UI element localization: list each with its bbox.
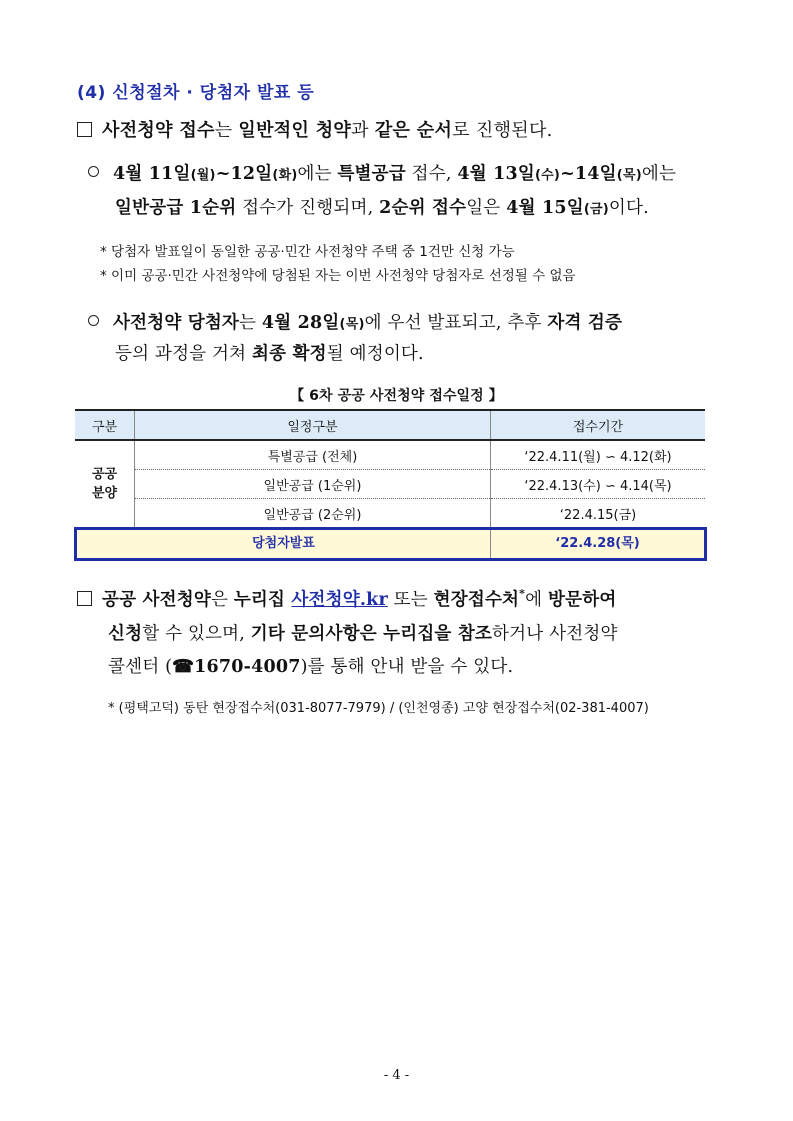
text: 과 [351,120,375,141]
paragraph-procedure [77,116,553,142]
cell-winner-label: 당첨자발표 [77,530,491,558]
text: 접수가 진행되며, [236,198,380,218]
text: 할 수 있으며, [142,624,251,644]
winner-announcement-row [74,527,707,561]
website-link[interactable]: 사전청약.kr [291,590,388,610]
text-bold: (월) [190,168,216,183]
text-bold: 누리집 [233,590,292,610]
bullet-schedule-line-2 [115,194,649,219]
bullet-winners-line-1 [88,309,622,334]
paragraph-apply-line-1 [77,586,616,611]
header-category: 구분 [75,410,135,440]
section-heading: (4) 신청절차 · 당첨자 발표 등 [77,83,315,103]
table-row [75,440,705,470]
text: 에는 [297,164,338,184]
text: 는 [239,313,262,333]
footnote-1: * 당첨자 발표일이 동일한 공공·민간 사전청약 주택 중 1건만 신청 가능 [100,244,515,260]
text-bold: 기타 문의사항은 누리집을 참조 [250,624,493,644]
text: 은 [210,590,234,610]
bullet-schedule-line-1 [88,160,676,185]
text-bold: ~12일 [215,164,273,184]
text-bold: 자격 검증 [547,313,623,333]
phone-number: ☎1670-4007 [172,657,301,677]
schedule-table [75,409,705,528]
text-bold: 일반적인 청약 [238,120,352,141]
table-header-row [75,410,705,440]
checkbox-square-icon [77,122,92,137]
text: 에 우선 발표되고, 추후 [364,313,548,333]
cell-winner-period: ‘22.4.28(목) [555,536,640,551]
bullet-circle-icon [88,315,99,326]
footnote-contact: * (평택고덕) 동탄 현장접수처(031-8077-7979) / (인천영종) 고양 현장접수처(02-381-4007) [108,701,649,716]
text-bold: (목) [616,168,642,183]
text: 등의 과정을 거쳐 [115,344,253,364]
header-period: 접수기간 [491,410,706,440]
text-bold: 4월 15일 [506,198,584,218]
text: 는 [214,120,239,141]
text-bold: 현장접수처 [433,590,520,610]
text: 로 진행된다. [452,120,553,141]
cell-period: ‘22.4.13(수) ∽ 4.14(목) [491,470,706,499]
text: 또는 [387,590,434,610]
header-type: 일정구분 [135,410,491,440]
text-bold: (수) [535,168,561,183]
footnote-2: * 이미 공공·민간 사전청약에 당첨된 자는 이번 사전청약 당첨자로 선정될 수 없음 [100,268,576,284]
text-bold: 일반공급 1순위 [115,198,237,218]
text-bold: 4월 11일 [113,164,191,184]
cell-type: 일반공급 (1순위) [135,470,491,499]
cell-type: 일반공급 (2순위) [135,499,491,528]
text-bold: (금) [583,202,609,217]
text-bold: 공공 사전청약 [102,590,211,610]
bullet-circle-icon [88,166,99,177]
table-caption: 【 6차 공공 사전청약 접수일정 】 [290,388,503,404]
text: 콜센터 ( [108,657,173,677]
text-bold: ~14일 [560,164,617,184]
text-bold: 4월 28일 [261,313,340,333]
text: )를 통해 안내 받을 수 있다. [300,657,514,677]
text-bold: 신청 [108,624,143,644]
text: 일은 [466,198,507,218]
text: 될 예정이다. [326,344,424,364]
text-bold: 최종 확정 [252,344,327,364]
cell-period: ‘22.4.11(월) ∽ 4.12(화) [491,440,706,470]
text: 에는 [641,164,677,184]
text: 이다. [608,198,649,218]
text-bold: (목) [339,317,365,332]
cell-period: ‘22.4.15(금) [491,499,706,528]
text: 에 [525,590,548,610]
text-bold: 2순위 접수 [379,198,467,218]
text: 하거나 사전청약 [492,624,618,644]
table-row [75,470,705,499]
table-row [75,499,705,528]
text: 접수, [405,164,458,184]
cell-type: 특별공급 (전체) [135,440,491,470]
cell-group-label: 공공 분양 [75,440,135,528]
text-bold: (화) [272,168,298,183]
text-bold: 4월 13일 [457,164,536,184]
text-bold: 사전청약 당첨자 [113,313,240,333]
text-bold: 방문하여 [548,590,617,610]
text-bold: 같은 순서 [374,120,453,141]
checkbox-square-icon [77,591,92,606]
paragraph-apply-line-2 [108,620,618,645]
paragraph-apply-line-3 [108,653,513,678]
text-bold: 특별공급 [337,164,406,184]
page-number: - 4 - [383,1068,410,1083]
bullet-winners-line-2 [115,340,424,365]
footnote-marker: * [519,587,526,600]
text-bold: 사전청약 접수 [102,120,215,141]
